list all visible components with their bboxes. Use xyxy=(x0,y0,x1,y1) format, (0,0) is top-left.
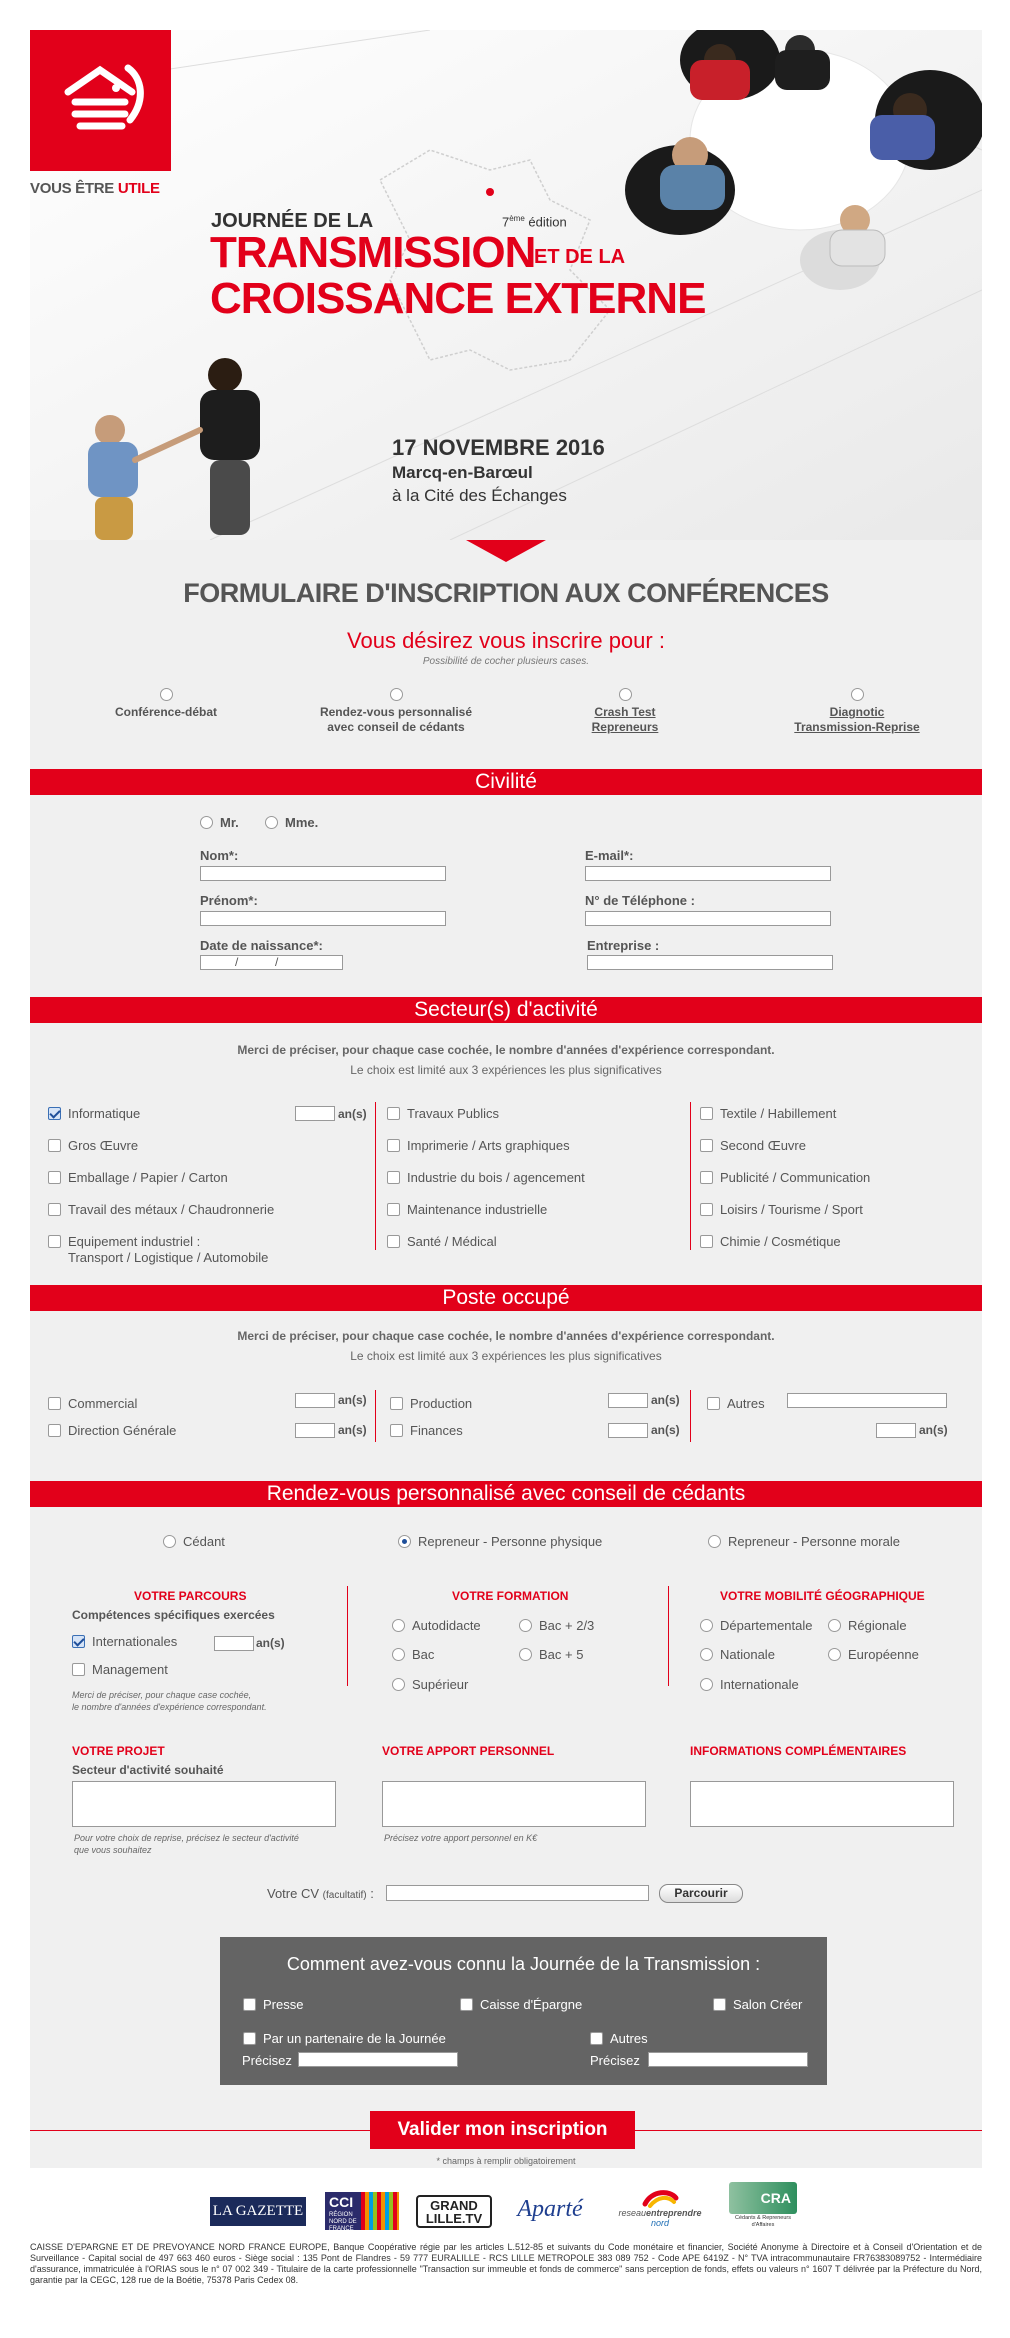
poste-divider xyxy=(690,1390,691,1442)
mobilite-departementale[interactable]: Départementale xyxy=(700,1618,813,1633)
edition-label: 7ème édition xyxy=(502,214,567,230)
parcours-internationales[interactable]: Internationales xyxy=(72,1634,177,1649)
secteur-informatique[interactable]: Informatique xyxy=(48,1106,140,1121)
parcours-note: Merci de préciser, pour chaque case cochée, le nombre d'années d'expérience correspondant. xyxy=(72,1690,267,1712)
option-label: avec conseil de cédants xyxy=(327,720,465,735)
secteur-note-limit: Le choix est limité aux 3 expériences les plus significatives xyxy=(350,1063,662,1077)
reseau-nord: nord xyxy=(650,2218,669,2228)
formation-bac[interactable]: Bac xyxy=(392,1647,434,1662)
bois-checkbox[interactable] xyxy=(387,1171,400,1184)
diagnostic-radio[interactable] xyxy=(851,688,864,701)
rdv-divider xyxy=(668,1586,669,1686)
browse-button[interactable]: Parcourir xyxy=(659,1884,743,1903)
cci-subtext: RÉGION NORD DE FRANCE xyxy=(329,2212,357,2232)
entreprise-label: Entreprise : xyxy=(587,938,660,953)
presse-checkbox[interactable] xyxy=(243,1998,256,2011)
diagnostic-link[interactable]: Diagnotic xyxy=(829,705,885,720)
cci-stripes xyxy=(361,2192,399,2230)
partner-cci[interactable] xyxy=(325,2192,399,2230)
precisez-label: Précisez xyxy=(590,2053,640,2068)
finances-years-input[interactable] xyxy=(608,1423,648,1438)
caisse-checkbox[interactable] xyxy=(460,1998,473,2011)
projet-title: VOTRE PROJET xyxy=(72,1744,165,1758)
secteur-emballage[interactable]: Emballage / Papier / Carton xyxy=(48,1170,228,1185)
secteur-publicite[interactable]: Publicité / Communication xyxy=(700,1170,870,1185)
title-croissance: CROISSANCE EXTERNE xyxy=(210,274,706,323)
caisse-epargne-squirrel-icon xyxy=(30,30,171,171)
connu-partenaire[interactable]: Par un partenaire de la Journée xyxy=(243,2031,446,2046)
formation-autodidacte[interactable]: Autodidacte xyxy=(392,1618,481,1633)
inscription-heading: Vous désirez vous inscrire pour : xyxy=(347,628,665,653)
date-separator: / xyxy=(275,955,279,969)
poste-note: Merci de préciser, pour chaque case cochée, le nombre d'années d'expérience correspondant. xyxy=(237,1329,775,1343)
banner-arrow-icon xyxy=(466,540,546,564)
poste-finances[interactable]: Finances xyxy=(390,1423,463,1438)
rdv-divider xyxy=(347,1586,348,1686)
precisez-label: Précisez xyxy=(242,2053,292,2068)
secteur-divider xyxy=(690,1102,691,1250)
projet-subtitle: Secteur d'activité souhaité xyxy=(72,1763,224,1777)
nom-label: Nom*: xyxy=(200,848,239,863)
mme-radio[interactable] xyxy=(265,816,278,829)
poste-direction[interactable]: Direction Générale xyxy=(48,1423,176,1438)
option-label: Conférence-débat xyxy=(114,705,218,720)
secteur-equipement-detail: Transport / Logistique / Automobile xyxy=(68,1250,269,1265)
years-unit: an(s) xyxy=(338,1393,367,1407)
mme-option[interactable]: Mme. xyxy=(265,815,318,830)
naissance-input[interactable] xyxy=(200,955,343,970)
civilite-bar: Civilité xyxy=(30,769,982,795)
years-unit: an(s) xyxy=(256,1636,285,1650)
autodidacte-radio[interactable] xyxy=(392,1619,405,1632)
finances-checkbox[interactable] xyxy=(390,1424,403,1437)
imprimerie-checkbox[interactable] xyxy=(387,1139,400,1152)
rdv-radio[interactable] xyxy=(390,688,403,701)
rdv-cedant[interactable]: Cédant xyxy=(163,1534,225,1549)
second-oeuvre-checkbox[interactable] xyxy=(700,1139,713,1152)
poste-autres[interactable]: Autres xyxy=(707,1396,765,1411)
bac23-radio[interactable] xyxy=(519,1619,532,1632)
mobilite-internationale[interactable]: Internationale xyxy=(700,1677,799,1692)
crash-test-link[interactable]: Repreneurs xyxy=(591,720,659,735)
sante-checkbox[interactable] xyxy=(387,1235,400,1248)
poste-divider xyxy=(375,1390,376,1442)
internationales-years-input[interactable] xyxy=(214,1636,254,1651)
secteur-textile[interactable]: Textile / Habillement xyxy=(700,1106,836,1121)
secteur-metaux[interactable]: Travail des métaux / Chaudronnerie xyxy=(48,1202,274,1217)
partner-aparte[interactable]: Aparté xyxy=(517,2196,583,2222)
secteur-travaux[interactable]: Travaux Publics xyxy=(387,1106,499,1121)
partner-gazette[interactable]: LA GAZETTE xyxy=(210,2197,306,2226)
event-city: Marcq-en-Barœul xyxy=(392,463,533,482)
autres-years-input[interactable] xyxy=(876,1423,916,1438)
partner-grand-lille[interactable] xyxy=(416,2195,492,2228)
commercial-years-input[interactable] xyxy=(295,1393,335,1408)
naissance-label: Date de naissance*: xyxy=(200,938,323,953)
years-unit: an(s) xyxy=(338,1107,367,1121)
journee-line: JOURNÉE DE LA xyxy=(211,210,374,232)
loisirs-checkbox[interactable] xyxy=(700,1203,713,1216)
formation-bac23[interactable]: Bac + 2/3 xyxy=(519,1618,594,1633)
connu-presse[interactable]: Presse xyxy=(243,1997,303,2012)
formation-title: VOTRE FORMATION xyxy=(452,1589,569,1603)
submit-button[interactable]: Valider mon inscription xyxy=(370,2111,635,2149)
secteur-bois[interactable]: Industrie du bois / agencement xyxy=(387,1170,585,1185)
secteur-equipement[interactable]: Equipement industriel : xyxy=(48,1234,200,1249)
rdv-repreneur-morale[interactable]: Repreneur - Personne morale xyxy=(708,1534,900,1549)
years-unit: an(s) xyxy=(919,1423,948,1437)
mobilite-nationale[interactable]: Nationale xyxy=(700,1647,775,1662)
mr-radio[interactable] xyxy=(200,816,213,829)
telephone-input[interactable] xyxy=(585,911,831,926)
cedant-radio[interactable] xyxy=(163,1535,176,1548)
autres-precisez-input[interactable] xyxy=(648,2052,808,2067)
bac-radio[interactable] xyxy=(392,1648,405,1661)
crash-test-radio[interactable] xyxy=(619,688,632,701)
parcours-title: VOTRE PARCOURS xyxy=(134,1589,247,1603)
europeenne-radio[interactable] xyxy=(828,1648,841,1661)
nom-input[interactable] xyxy=(200,866,446,881)
autres-checkbox[interactable] xyxy=(707,1397,720,1410)
email-input[interactable] xyxy=(585,866,831,881)
repreneur-morale-radio[interactable] xyxy=(708,1535,721,1548)
years-unit: an(s) xyxy=(651,1393,680,1407)
partenaire-checkbox[interactable] xyxy=(243,2032,256,2045)
cra-logo: CRA xyxy=(729,2182,797,2214)
option-diagnostic[interactable] xyxy=(772,686,942,735)
email-label: E-mail*: xyxy=(585,848,634,863)
legal-text: CAISSE D'EPARGNE ET DE PREVOYANCE NORD FRANCE EUROPE, Banque Coopérative régie par les articles L.512-85 et suivants du Code monétaire et financier, Société Anonyme à Directoire et à Conseil d'Orientation et de Surveillance - Capital social de 497 663 460 euros - Siège social : 135 Pont de Flandres - 59 777 EURALILLE - RCS LILLE METROPOLE 383 089 752 - Code APE 6419Z - N° TVA intracommunautaire FR76383089752 - Intermédiaire d'assurance, immatriculée à l'ORIAS sous le n° 07 002 349 - Titulaire de la carte professionnelle "Transaction sur immeuble et fonds de commerce" sans perception de fonds, effets ou valeurs n° 1607 T délivrée par la Préfecture du Nord, garantie par la CEGC, 128 rue de la Boétie, 75378 Paris Cedex 08. xyxy=(30,2242,982,2285)
gros-oeuvre-checkbox[interactable] xyxy=(48,1139,61,1152)
secteur-maintenance[interactable]: Maintenance industrielle xyxy=(387,1202,547,1217)
production-checkbox[interactable] xyxy=(390,1397,403,1410)
parcours-management[interactable]: Management xyxy=(72,1662,168,1677)
secteur-bar: Secteur(s) d'activité xyxy=(30,997,982,1023)
partenaire-precisez-input[interactable] xyxy=(298,2052,458,2067)
internationale-radio[interactable] xyxy=(700,1678,713,1691)
autres-text-input[interactable] xyxy=(787,1393,947,1408)
grand-text: GRAND xyxy=(430,2198,478,2213)
info-title: INFORMATIONS COMPLÉMENTAIRES xyxy=(690,1744,907,1758)
direction-checkbox[interactable] xyxy=(48,1424,61,1437)
secteur-chimie[interactable]: Chimie / Cosmétique xyxy=(700,1234,841,1249)
chimie-checkbox[interactable] xyxy=(700,1235,713,1248)
formation-bac5[interactable]: Bac + 5 xyxy=(519,1647,583,1662)
connu-autres-checkbox[interactable] xyxy=(590,2032,603,2045)
logo-slogan: VOUS ÊTRE UTILE xyxy=(30,180,160,197)
partner-cra[interactable] xyxy=(727,2182,799,2232)
connu-autres[interactable]: Autres xyxy=(590,2031,648,2046)
reseau-swoosh-icon xyxy=(640,2188,680,2208)
secteur-gros-oeuvre[interactable]: Gros Œuvre xyxy=(48,1138,138,1153)
secteur-divider xyxy=(375,1102,376,1250)
diagnostic-link[interactable]: Transmission-Reprise xyxy=(794,720,920,735)
poste-note-limit: Le choix est limité aux 3 expériences les plus significatives xyxy=(350,1349,662,1363)
brand-logo[interactable] xyxy=(30,30,171,171)
textile-checkbox[interactable] xyxy=(700,1107,713,1120)
date-separator: / xyxy=(235,955,239,969)
secteur-sante[interactable]: Santé / Médical xyxy=(387,1234,497,1249)
lille-text: LILLE.TV xyxy=(425,2211,483,2226)
superieur-radio[interactable] xyxy=(392,1678,405,1691)
required-note: * champs à remplir obligatoirement xyxy=(436,2156,576,2166)
regionale-radio[interactable] xyxy=(828,1619,841,1632)
connu-title: Comment avez-vous connu la Journée de la Transmission : xyxy=(286,1954,761,1974)
cv-label: Votre CV (facultatif) : xyxy=(267,1886,374,1901)
option-rdv[interactable] xyxy=(301,686,491,735)
info-textarea[interactable] xyxy=(690,1781,954,1827)
partner-reseau[interactable] xyxy=(610,2188,710,2234)
formation-superieur[interactable]: Supérieur xyxy=(392,1677,468,1692)
management-checkbox[interactable] xyxy=(72,1663,85,1676)
projet-textarea[interactable] xyxy=(72,1781,336,1827)
connu-salon[interactable]: Salon Créer xyxy=(713,1997,802,2012)
informatique-checkbox[interactable] xyxy=(48,1107,61,1120)
option-label: Rendez-vous personnalisé xyxy=(319,705,473,720)
mr-option[interactable]: Mr. xyxy=(200,815,239,830)
secteur-loisirs[interactable]: Loisirs / Tourisme / Sport xyxy=(700,1202,863,1217)
cra-subtext: Cédants & Repreneurs d'Affaires xyxy=(735,2215,791,2228)
repreneur-physique-radio[interactable] xyxy=(398,1535,411,1548)
nationale-radio[interactable] xyxy=(700,1648,713,1661)
event-venue: à la Cité des Échanges xyxy=(392,486,567,505)
secteur-second-oeuvre[interactable]: Second Œuvre xyxy=(700,1138,806,1153)
years-unit: an(s) xyxy=(338,1423,367,1437)
conference-radio[interactable] xyxy=(160,688,173,701)
connu-caisse[interactable]: Caisse d'Épargne xyxy=(460,1997,582,2012)
reseau-text: reseauentreprendre xyxy=(618,2208,702,2218)
telephone-label: N° de Téléphone : xyxy=(585,893,695,908)
event-date: 17 NOVEMBRE 2016 xyxy=(392,435,605,460)
maintenance-checkbox[interactable] xyxy=(387,1203,400,1216)
mobilite-europeenne[interactable]: Européenne xyxy=(828,1647,919,1662)
option-crash-test[interactable] xyxy=(550,686,700,735)
mobilite-title: VOTRE MOBILITÉ GÉOGRAPHIQUE xyxy=(720,1589,925,1603)
rdv-bar: Rendez-vous personnalisé avec conseil de cédants xyxy=(30,1481,982,1507)
internationales-checkbox[interactable] xyxy=(72,1635,85,1648)
secteur-imprimerie[interactable]: Imprimerie / Arts graphiques xyxy=(387,1138,570,1153)
inscription-subheading: Possibilité de cocher plusieurs cases. xyxy=(422,656,590,667)
title-et-de-la: ET DE LA xyxy=(534,246,626,268)
metaux-checkbox[interactable] xyxy=(48,1203,61,1216)
cci-text: CCI xyxy=(329,2194,354,2210)
years-unit: an(s) xyxy=(651,1423,680,1437)
rdv-repreneur-physique[interactable]: Repreneur - Personne physique xyxy=(398,1534,602,1549)
equipement-checkbox[interactable] xyxy=(48,1235,61,1248)
commercial-checkbox[interactable] xyxy=(48,1397,61,1410)
apport-textarea[interactable] xyxy=(382,1781,646,1827)
header-banner xyxy=(30,30,982,540)
secteur-note: Merci de préciser, pour chaque case cochée, le nombre d'années d'expérience correspondant. xyxy=(237,1043,775,1057)
form-title: FORMULAIRE D'INSCRIPTION AUX CONFÉRENCES xyxy=(183,578,829,608)
departementale-radio[interactable] xyxy=(700,1619,713,1632)
cv-file-input[interactable] xyxy=(386,1885,649,1901)
production-years-input[interactable] xyxy=(608,1393,648,1408)
prenom-label: Prénom*: xyxy=(200,893,258,908)
option-conference[interactable] xyxy=(96,686,236,720)
poste-commercial[interactable]: Commercial xyxy=(48,1396,137,1411)
travaux-checkbox[interactable] xyxy=(387,1107,400,1120)
prenom-input[interactable] xyxy=(200,911,446,926)
crash-test-link[interactable]: Crash Test xyxy=(594,705,656,720)
salon-checkbox[interactable] xyxy=(713,1998,726,2011)
projet-note: Pour votre choix de reprise, précisez le secteur d'activité que vous souhaitez xyxy=(74,1833,299,1855)
informatique-years-input[interactable] xyxy=(295,1106,335,1121)
direction-years-input[interactable] xyxy=(295,1423,335,1438)
apport-note: Précisez votre apport personnel en K€ xyxy=(384,1833,538,1843)
emballage-checkbox[interactable] xyxy=(48,1171,61,1184)
publicite-checkbox[interactable] xyxy=(700,1171,713,1184)
mobilite-regionale[interactable]: Régionale xyxy=(828,1618,907,1633)
poste-bar: Poste occupé xyxy=(30,1285,982,1311)
parcours-subtitle: Compétences spécifiques exercées xyxy=(72,1608,275,1622)
entreprise-input[interactable] xyxy=(587,955,833,970)
bac5-radio[interactable] xyxy=(519,1648,532,1661)
title-transmission: TRANSMISSION xyxy=(210,228,536,277)
poste-production[interactable]: Production xyxy=(390,1396,472,1411)
apport-title: VOTRE APPORT PERSONNEL xyxy=(382,1744,555,1758)
